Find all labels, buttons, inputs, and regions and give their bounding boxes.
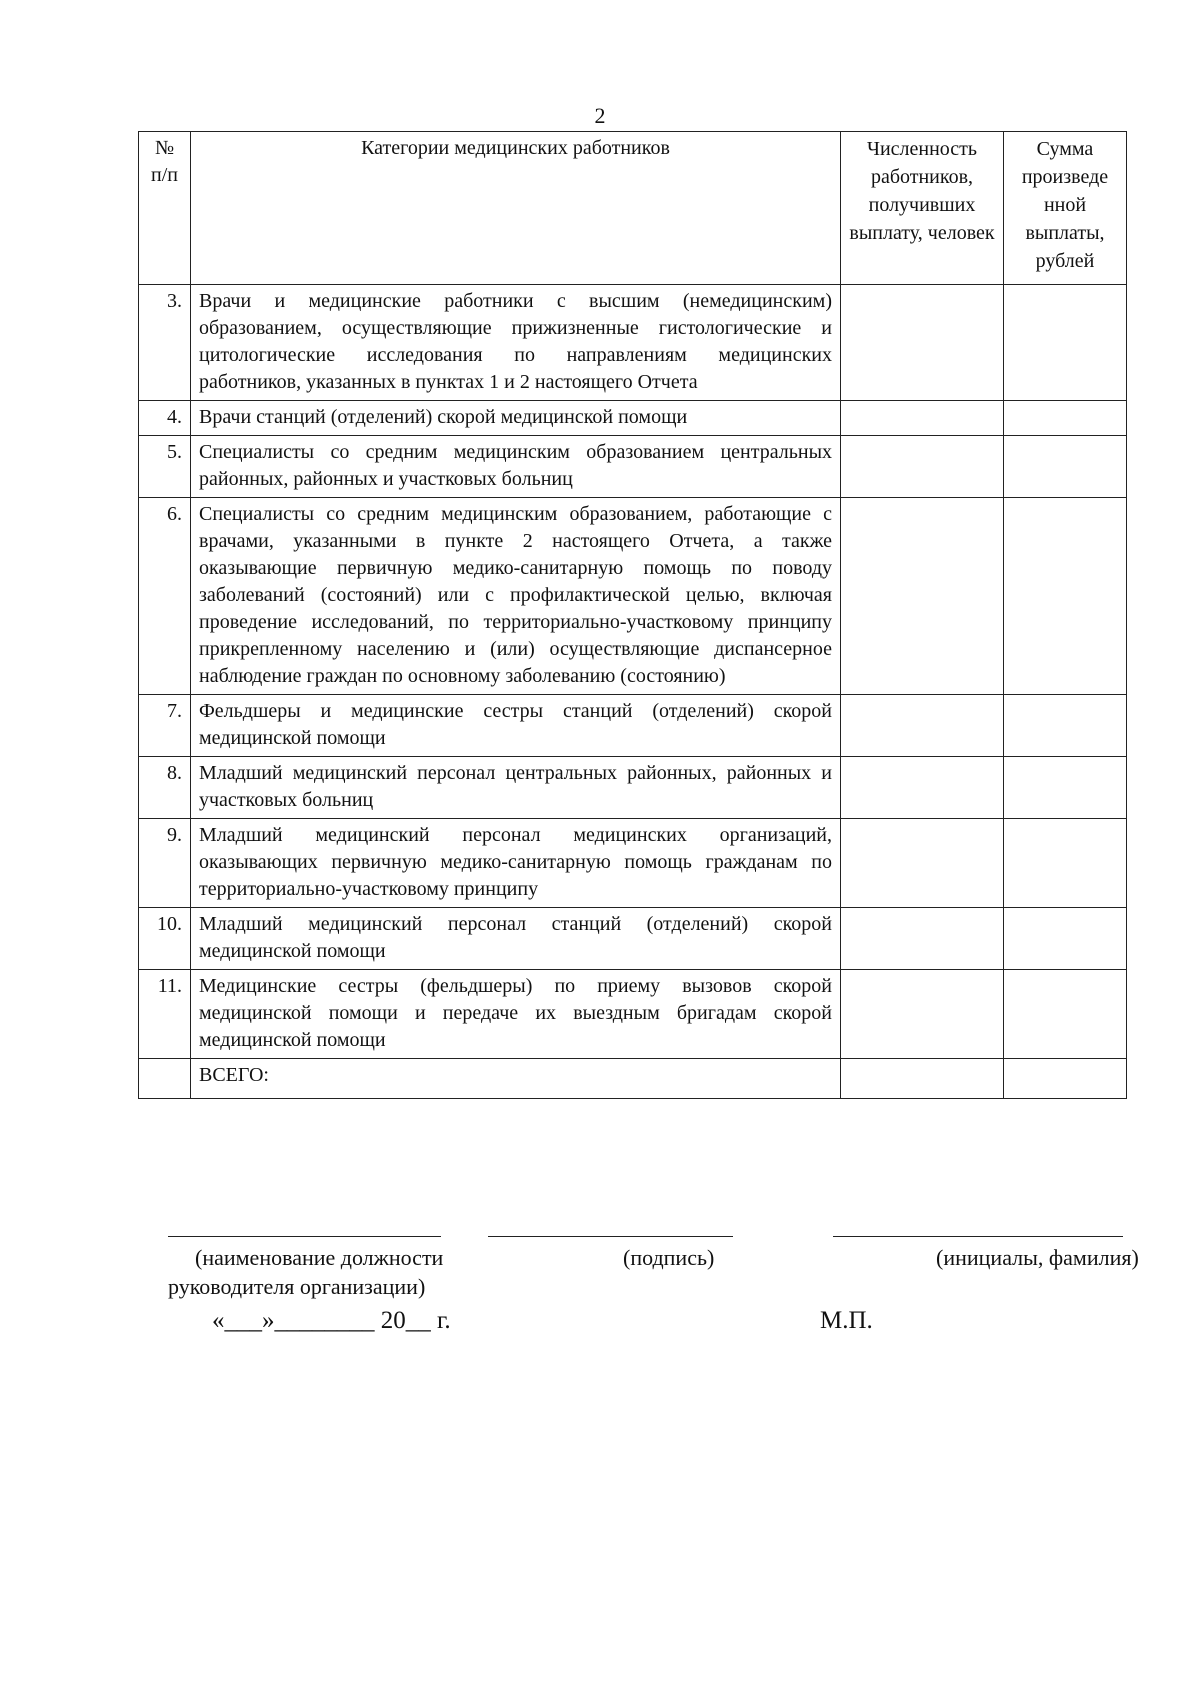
position-caption-line2: руководителя организации) [168, 1274, 426, 1299]
row-category: Медицинские сестры (фельдшеры) по приему вызовов скорой медицинской помощи и передаче их выездным бригадам скорой медицинской помощи [191, 970, 841, 1059]
row-category: Специалисты со средним медицинским образованием центральных районных, районных и участковых больниц [191, 436, 841, 498]
header-category: Категории медицинских работников [191, 132, 841, 285]
row-count-cell [841, 498, 1004, 695]
row-sum-cell [1004, 285, 1127, 401]
table-row [139, 695, 1127, 757]
row-count-cell [841, 436, 1004, 498]
table-row [139, 436, 1127, 498]
row-sum-cell [1004, 695, 1127, 757]
row-count-cell [841, 819, 1004, 908]
table-row [139, 757, 1127, 819]
total-count-cell [841, 1059, 1004, 1099]
table-row [139, 819, 1127, 908]
position-caption-line1: (наименование должности [195, 1245, 444, 1270]
table-row [139, 970, 1127, 1059]
row-sum-cell [1004, 970, 1127, 1059]
total-number-cell [139, 1059, 191, 1099]
row-sum-cell [1004, 819, 1127, 908]
row-sum-cell [1004, 908, 1127, 970]
row-number: 8. [139, 757, 191, 819]
row-sum-cell [1004, 757, 1127, 819]
row-number: 5. [139, 436, 191, 498]
row-number: 6. [139, 498, 191, 695]
report-table [138, 131, 1127, 1099]
row-count-cell [841, 695, 1004, 757]
position-signature-line [168, 1236, 441, 1237]
row-category: Младший медицинский персонал станций (отделений) скорой медицинской помощи [191, 908, 841, 970]
table-row [139, 498, 1127, 695]
row-count-cell [841, 401, 1004, 436]
page-number: 2 [594, 103, 606, 128]
total-label: ВСЕГО: [191, 1059, 841, 1099]
row-category: Младший медицинский персонал центральных районных, районных и участковых больниц [191, 757, 841, 819]
row-number: 9. [139, 819, 191, 908]
name-signature-line [833, 1236, 1123, 1237]
row-count-cell [841, 757, 1004, 819]
row-number: 3. [139, 285, 191, 401]
signature-caption: (подпись) [623, 1245, 715, 1270]
row-sum-cell [1004, 436, 1127, 498]
row-count-cell [841, 285, 1004, 401]
row-count-cell [841, 908, 1004, 970]
header-number: № п/п [139, 132, 191, 285]
stamp-label: М.П. [820, 1307, 873, 1334]
row-category: Врачи и медицинские работники с высшим (немедицинским) образованием, осуществляющие прижизненные гистологические и цитологические исследования по направлениям медицинских работников, указанных в пунктах 1 и 2 настоящего Отчета [191, 285, 841, 401]
row-category: Специалисты со средним медицинским образованием, работающие с врачами, указанными в пункте 2 настоящего Отчета, а также оказывающие первичную медико-санитарную помощь по поводу заболеваний (состояний) или с профилактической целью, включая проведение исследований, по территориально-участковому принципу прикрепленному населению и (или) осуществляющие диспансерное наблюдение граждан по основному заболеванию (состоянию) [191, 498, 841, 695]
table-row [139, 401, 1127, 436]
table-row [139, 285, 1127, 401]
row-number: 10. [139, 908, 191, 970]
table-row [139, 908, 1127, 970]
row-number: 4. [139, 401, 191, 436]
row-sum-cell [1004, 498, 1127, 695]
date-line: «___»________ 20__ г. [212, 1307, 451, 1334]
row-category: Врачи станций (отделений) скорой медицинской помощи [191, 401, 841, 436]
name-caption: (инициалы, фамилия) [936, 1245, 1139, 1270]
table-header-row [139, 132, 1127, 285]
signature-line [488, 1236, 733, 1237]
row-number: 11. [139, 970, 191, 1059]
row-count-cell [841, 970, 1004, 1059]
row-sum-cell [1004, 401, 1127, 436]
total-row [139, 1059, 1127, 1099]
header-sum: Сумма произведе нной выплаты, рублей [1004, 132, 1127, 285]
row-category: Фельдшеры и медицинские сестры станций (отделений) скорой медицинской помощи [191, 695, 841, 757]
total-sum-cell [1004, 1059, 1127, 1099]
row-category: Младший медицинский персонал медицинских организаций, оказывающих первичную медико-санитарную помощь гражданам по территориально-участковому принципу [191, 819, 841, 908]
header-count: Численность работников, получивших выплату, человек [841, 132, 1004, 285]
row-number: 7. [139, 695, 191, 757]
